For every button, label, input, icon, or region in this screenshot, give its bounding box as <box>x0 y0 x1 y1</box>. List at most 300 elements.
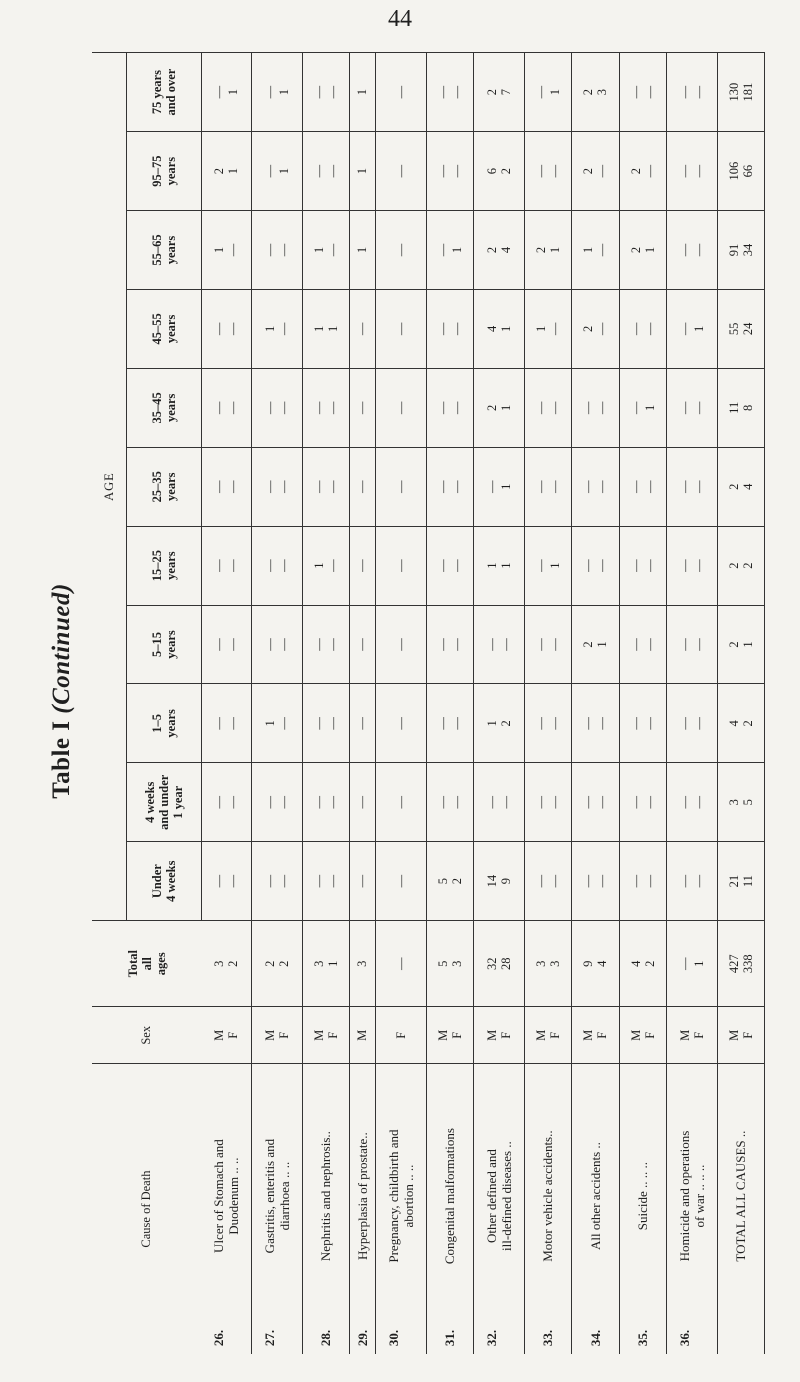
value: — <box>325 164 340 178</box>
value: — <box>435 322 450 336</box>
value: 2 <box>581 168 596 175</box>
sex-value: M <box>533 1029 548 1041</box>
value: — <box>212 874 227 888</box>
value: 9 <box>498 878 513 885</box>
value: — <box>677 638 692 651</box>
value: 91 <box>726 243 741 257</box>
age-value-cell <box>474 53 525 132</box>
sex-cell <box>202 1007 252 1064</box>
value: — <box>212 717 227 730</box>
age-value-cell <box>666 684 717 763</box>
value: 2 <box>212 168 227 175</box>
value: — <box>262 874 277 888</box>
value: 66 <box>740 164 755 178</box>
cause-line: TOTAL ALL CAUSES .. <box>733 1130 749 1262</box>
value: — <box>628 401 643 415</box>
age-value-cell <box>349 447 375 526</box>
header-age-line: 1 year <box>171 785 185 819</box>
value: — <box>393 480 408 493</box>
header-age-line: 4 weeks <box>164 860 178 902</box>
age-value-cell <box>474 842 525 921</box>
value: 4 <box>484 325 499 333</box>
cause-line: ill-defined diseases .. <box>498 1141 514 1251</box>
age-value-cell <box>349 132 375 211</box>
value: — <box>691 480 706 493</box>
value: — <box>262 164 277 178</box>
cause-cell <box>302 1064 349 1354</box>
age-value-cell <box>302 368 349 447</box>
value: — <box>642 717 657 730</box>
header-age-line: 4 weeks <box>143 781 157 823</box>
age-value-cell <box>524 447 571 526</box>
age-value-cell <box>619 526 666 605</box>
header-total <box>92 921 202 1007</box>
value: — <box>226 480 241 493</box>
age-value-cell <box>474 447 525 526</box>
value: — <box>484 796 499 809</box>
age-value-cell <box>251 289 302 368</box>
header-age-5 <box>127 447 202 526</box>
age-value-cell <box>524 605 571 684</box>
sex-value: M <box>484 1029 499 1041</box>
age-value-cell <box>572 53 619 132</box>
table-body <box>202 53 765 1355</box>
header-age-line: 5–15 <box>150 631 164 657</box>
age-value-cell <box>717 605 764 684</box>
header-age-3 <box>127 605 202 684</box>
value: — <box>498 638 513 651</box>
value: — <box>628 322 643 336</box>
value: — <box>533 874 548 888</box>
value: — <box>581 559 596 572</box>
value: 5 <box>435 878 450 885</box>
value: — <box>533 559 548 572</box>
value: 2 <box>740 562 755 569</box>
value: 1 <box>262 325 277 333</box>
cause-text <box>588 1067 603 1325</box>
value: 1 <box>691 325 706 333</box>
value: 1 <box>226 88 241 96</box>
table-title-main: Table I <box>48 720 75 799</box>
age-value-cell <box>572 842 619 921</box>
value: — <box>498 796 513 809</box>
age-value-cell <box>474 211 525 290</box>
value: — <box>595 717 610 730</box>
age-value-cell <box>376 447 427 526</box>
age-value-cell <box>474 605 525 684</box>
value: 28 <box>498 957 513 970</box>
age-value-cell <box>426 368 473 447</box>
sex-value: F <box>642 1031 657 1039</box>
value: 1 <box>581 246 596 254</box>
header-age-line: 25–35 <box>150 471 164 503</box>
cause-cell <box>349 1064 375 1354</box>
value: — <box>435 796 450 809</box>
value: — <box>276 243 291 257</box>
value: 1 <box>691 960 706 967</box>
age-value-cell <box>572 211 619 290</box>
age-value-cell <box>202 368 252 447</box>
cause-text <box>677 1067 707 1325</box>
cause-line: Hyperplasia of prostate.. <box>354 1132 370 1260</box>
value: — <box>595 480 610 493</box>
age-value-cell <box>524 368 571 447</box>
value: — <box>325 717 340 730</box>
value: — <box>677 957 692 970</box>
sex-value: M <box>311 1029 326 1041</box>
age-value-cell <box>251 132 302 211</box>
value: — <box>262 638 277 651</box>
value: — <box>547 717 562 730</box>
value: — <box>276 874 291 888</box>
value: 1 <box>498 325 513 333</box>
value: — <box>393 717 408 730</box>
cause-line: Duodenum .. .. <box>226 1157 242 1235</box>
value: — <box>449 85 464 99</box>
age-value-cell <box>474 289 525 368</box>
age-value-cell <box>251 447 302 526</box>
age-value-cell <box>666 605 717 684</box>
value: 11 <box>726 401 741 414</box>
value: — <box>547 322 562 336</box>
age-value-cell <box>666 763 717 842</box>
value: 4 <box>740 483 755 490</box>
value: — <box>435 243 450 257</box>
value: — <box>355 322 370 336</box>
age-value-cell <box>376 289 427 368</box>
value: — <box>212 401 227 415</box>
age-value-cell <box>666 368 717 447</box>
value: — <box>581 874 596 888</box>
value: 1 <box>262 720 277 727</box>
age-value-cell <box>572 684 619 763</box>
value: 106 <box>726 161 741 181</box>
age-value-cell <box>474 684 525 763</box>
header-age-7 <box>127 289 202 368</box>
value: — <box>449 164 464 178</box>
age-value-cell <box>202 211 252 290</box>
cause-text <box>386 1067 416 1325</box>
table-row <box>666 53 717 1355</box>
cause-cell <box>619 1064 666 1354</box>
age-value-cell <box>717 684 764 763</box>
value: — <box>484 480 499 493</box>
table-row <box>524 53 571 1355</box>
total-cell <box>666 921 717 1007</box>
value: — <box>311 85 326 99</box>
age-value-cell <box>717 53 764 132</box>
value: — <box>533 164 548 178</box>
value: 1 <box>642 246 657 254</box>
value: 2 <box>726 483 741 490</box>
value: 24 <box>740 322 755 336</box>
age-value-cell <box>349 842 375 921</box>
value: — <box>276 638 291 651</box>
sex-value: M <box>262 1029 277 1041</box>
value: 8 <box>740 404 755 411</box>
age-value-cell <box>426 605 473 684</box>
value: — <box>325 243 340 257</box>
cause-line: Motor vehicle accidents.. <box>540 1130 556 1262</box>
cause-number: 28. <box>318 1329 334 1347</box>
age-value-cell <box>376 842 427 921</box>
cause-line: abortion .. .. <box>400 1164 416 1228</box>
age-value-cell <box>619 842 666 921</box>
sex-value: M <box>581 1029 596 1041</box>
sex-cell <box>666 1007 717 1064</box>
value: 4 <box>726 720 741 727</box>
value: — <box>435 717 450 730</box>
value: — <box>581 796 596 809</box>
value: 2 <box>498 720 513 727</box>
age-value-cell <box>376 526 427 605</box>
sex-value: M <box>355 1029 370 1041</box>
age-value-cell <box>666 211 717 290</box>
value: — <box>355 874 370 888</box>
age-value-cell <box>666 289 717 368</box>
header-age-line: 55–65 <box>150 234 164 266</box>
table-row <box>202 53 252 1355</box>
cause-line: Suicide .. .. .. <box>635 1161 651 1231</box>
sex-cell <box>572 1007 619 1064</box>
value: — <box>581 717 596 730</box>
age-value-cell <box>376 684 427 763</box>
table-title-sub: (Continued) <box>48 583 75 714</box>
value: 4 <box>498 246 513 254</box>
header-age-line: years <box>164 551 178 580</box>
value: — <box>276 796 291 809</box>
header-age-group: AGE <box>92 53 127 921</box>
age-value-cell <box>251 684 302 763</box>
value: — <box>262 480 277 493</box>
value: 1 <box>484 720 499 727</box>
value: — <box>691 796 706 809</box>
age-value-cell <box>251 842 302 921</box>
value: 2 <box>484 88 499 96</box>
age-value-cell <box>666 447 717 526</box>
value: 32 <box>484 957 499 970</box>
cause-text <box>318 1067 333 1325</box>
value: 181 <box>740 82 755 102</box>
value: — <box>276 480 291 493</box>
value: — <box>677 401 692 415</box>
value: — <box>581 480 596 493</box>
age-value-cell <box>619 53 666 132</box>
age-value-cell <box>474 132 525 211</box>
value: 2 <box>226 960 241 967</box>
value: — <box>691 874 706 888</box>
value: — <box>642 796 657 809</box>
age-value-cell <box>251 211 302 290</box>
value: — <box>484 638 499 651</box>
age-value-cell <box>426 132 473 211</box>
table-header <box>92 53 202 1355</box>
sex-cell <box>349 1007 375 1064</box>
value: — <box>262 85 277 99</box>
age-value-cell <box>619 605 666 684</box>
value: — <box>533 401 548 415</box>
total-cell <box>251 921 302 1007</box>
table-row <box>251 53 302 1355</box>
age-value-cell <box>619 368 666 447</box>
value: — <box>212 559 227 572</box>
total-cell <box>474 921 525 1007</box>
header-age-line: and over <box>164 68 178 116</box>
value: 14 <box>484 874 499 888</box>
value: 1 <box>533 325 548 333</box>
value: — <box>435 480 450 493</box>
cause-number: 36. <box>676 1329 692 1347</box>
value: — <box>212 638 227 651</box>
cause-cell <box>251 1064 302 1354</box>
value: 2 <box>628 246 643 254</box>
value: 1 <box>276 88 291 96</box>
age-value-cell <box>572 289 619 368</box>
value: — <box>212 322 227 336</box>
header-age-line: years <box>164 393 178 423</box>
cause-line: Other defined and <box>483 1149 499 1244</box>
sex-cell <box>619 1007 666 1064</box>
age-value-cell <box>524 842 571 921</box>
cause-number: 34. <box>587 1329 603 1347</box>
cause-line: Ulcer of Stomach and <box>211 1139 227 1253</box>
total-cell <box>426 921 473 1007</box>
table-row <box>376 53 427 1355</box>
value: 3 <box>449 960 464 967</box>
age-value-cell <box>302 447 349 526</box>
value: — <box>677 559 692 572</box>
sex-cell <box>251 1007 302 1064</box>
sex-cell <box>474 1007 525 1064</box>
cause-text <box>635 1067 650 1325</box>
age-value-cell <box>302 132 349 211</box>
header-age-10 <box>127 53 202 132</box>
value: 1 <box>355 246 370 254</box>
age-value-cell <box>349 763 375 842</box>
header-age-line: years <box>164 472 178 501</box>
header-age-2 <box>127 684 202 763</box>
value: — <box>325 480 340 493</box>
age-value-cell <box>619 763 666 842</box>
value: 338 <box>740 954 755 974</box>
value: — <box>642 559 657 572</box>
value: 1 <box>547 88 562 96</box>
sex-value: M <box>726 1029 741 1041</box>
value: 3 <box>533 960 548 967</box>
value: — <box>355 559 370 572</box>
value: — <box>547 401 562 415</box>
value: — <box>547 638 562 651</box>
age-value-cell <box>666 53 717 132</box>
total-cell <box>376 921 427 1007</box>
age-value-cell <box>572 526 619 605</box>
value: — <box>311 480 326 493</box>
table-title <box>48 0 76 1382</box>
age-value-cell <box>426 526 473 605</box>
age-value-cell <box>376 605 427 684</box>
total-row <box>717 53 764 1355</box>
cause-text <box>484 1067 514 1325</box>
value: — <box>226 322 241 336</box>
value: — <box>276 717 291 730</box>
value: 1 <box>547 246 562 254</box>
cause-line: Homicide and operations <box>676 1130 692 1262</box>
header-total-line: Total <box>125 950 140 978</box>
age-value-cell <box>426 211 473 290</box>
value: 1 <box>212 246 227 254</box>
sex-cell <box>717 1007 764 1064</box>
value: 2 <box>628 168 643 175</box>
sex-value: F <box>449 1031 464 1039</box>
table-row <box>302 53 349 1355</box>
age-value-cell <box>717 211 764 290</box>
value: 2 <box>740 720 755 727</box>
sex-cell <box>302 1007 349 1064</box>
age-value-cell <box>666 842 717 921</box>
age-value-cell <box>202 684 252 763</box>
cause-number: 29. <box>354 1329 370 1347</box>
age-value-cell <box>376 132 427 211</box>
value: 2 <box>498 168 513 175</box>
value: — <box>691 243 706 257</box>
age-value-cell <box>474 763 525 842</box>
value: — <box>393 559 408 572</box>
age-value-cell <box>572 132 619 211</box>
value: — <box>677 796 692 809</box>
header-sex: Sex <box>92 1007 202 1064</box>
value: 1 <box>355 168 370 175</box>
value: — <box>311 717 326 730</box>
value: 1 <box>325 960 340 967</box>
value: 2 <box>484 404 499 411</box>
header-age-0 <box>127 842 202 921</box>
value: 2 <box>449 878 464 885</box>
age-value-cell <box>202 526 252 605</box>
value: — <box>262 401 277 415</box>
header-age-line: 75 years <box>150 70 164 115</box>
cause-line: All other accidents .. <box>587 1142 603 1251</box>
age-value-cell <box>426 289 473 368</box>
age-value-cell <box>376 53 427 132</box>
age-value-cell <box>717 763 764 842</box>
value: — <box>628 480 643 493</box>
sex-value: F <box>498 1031 513 1039</box>
value: — <box>449 796 464 809</box>
value: — <box>642 480 657 493</box>
age-value-cell <box>572 605 619 684</box>
sex-value: F <box>691 1031 706 1039</box>
age-value-cell <box>426 763 473 842</box>
value: — <box>226 559 241 572</box>
age-value-cell <box>302 763 349 842</box>
value: — <box>691 559 706 572</box>
value: 2 <box>533 246 548 254</box>
cause-number: 26. <box>211 1329 227 1347</box>
value: — <box>393 85 408 99</box>
value: — <box>533 480 548 493</box>
value: 9 <box>581 960 596 967</box>
age-value-cell <box>376 211 427 290</box>
cause-cell <box>426 1064 473 1354</box>
age-value-cell <box>717 289 764 368</box>
value: 6 <box>484 168 499 175</box>
value: 34 <box>740 243 755 257</box>
value: 3 <box>355 960 370 967</box>
value: 427 <box>726 954 741 974</box>
value: — <box>393 322 408 336</box>
cause-text <box>540 1067 555 1325</box>
value: — <box>435 164 450 178</box>
